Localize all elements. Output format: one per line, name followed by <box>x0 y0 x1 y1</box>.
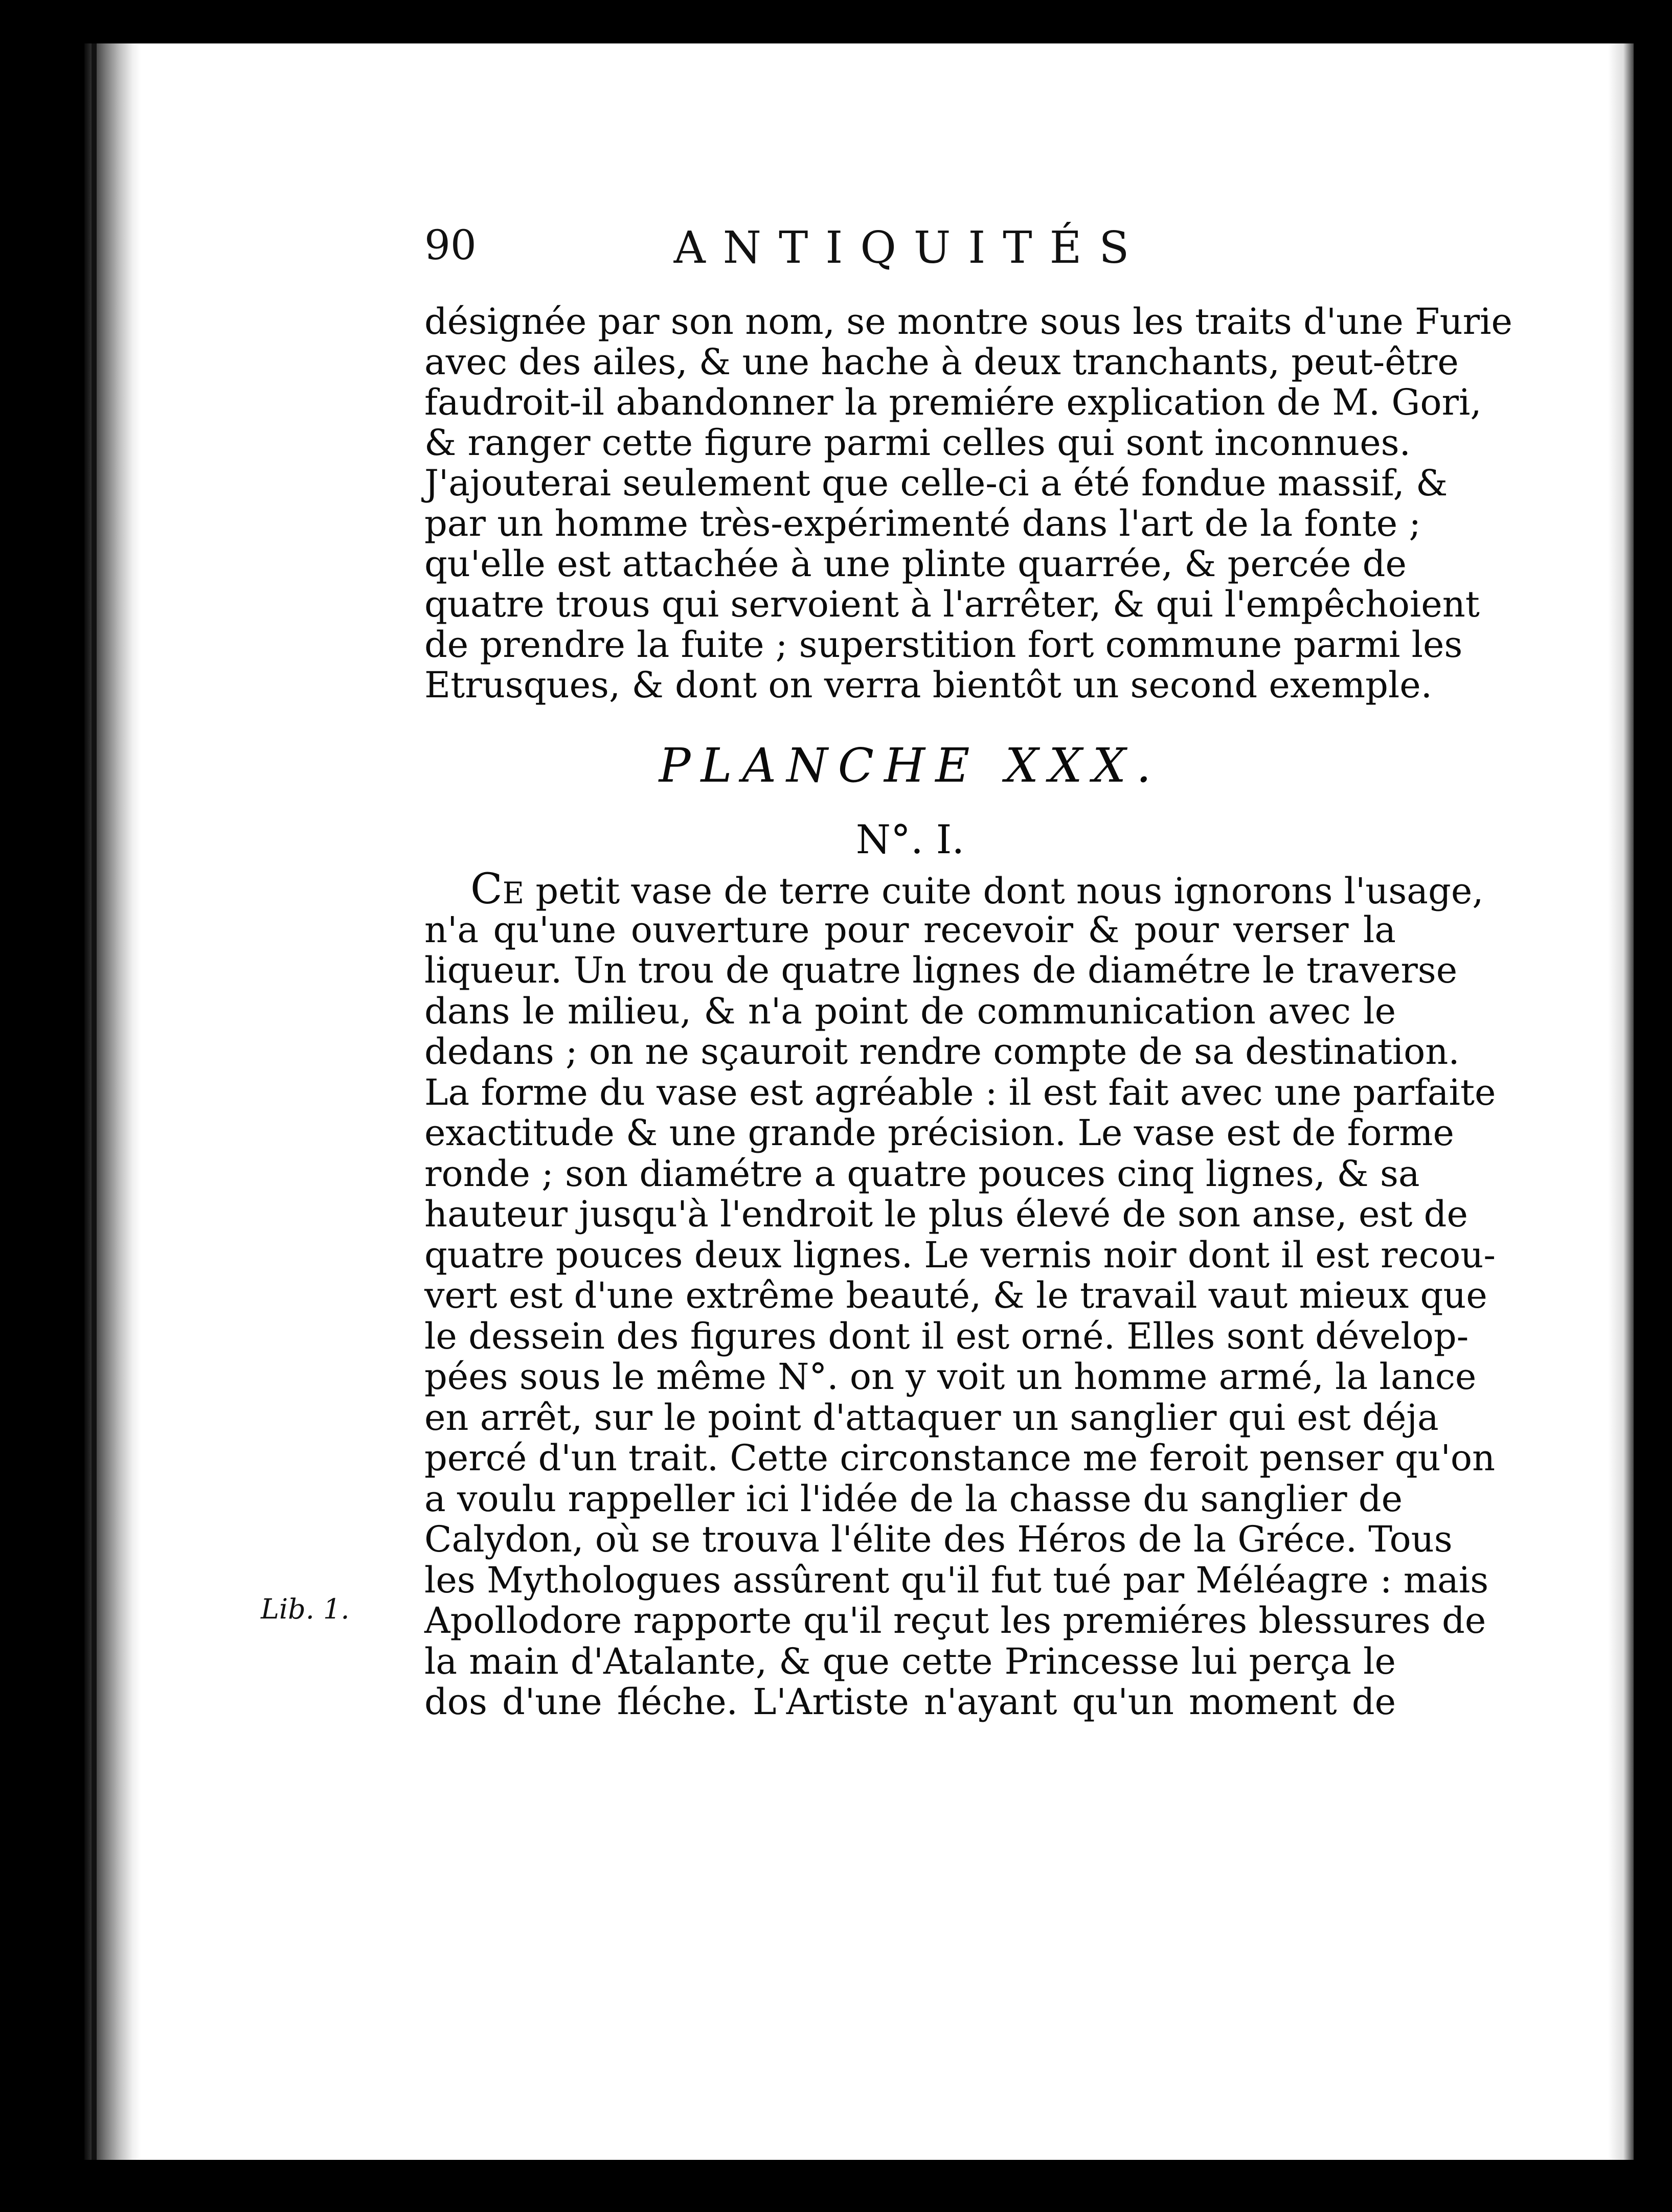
text-line: a voulu rappeller ici l'idée de la chasse du sanglier de <box>424 1477 1403 1520</box>
text-line: qu'elle est attachée à une plinte quarrée, & percée de <box>424 543 1407 585</box>
initial-capital: C <box>470 865 503 914</box>
page-number: 90 <box>424 221 477 269</box>
text-line-first <box>424 865 1484 914</box>
text-line: Apollodore rapporte qu'il reçut les premiéres blessures de <box>424 1600 1486 1641</box>
text-line: la main d'Atalante, & que cette Princesse lui perça le <box>424 1640 1396 1682</box>
text-line: pées sous le même N°. on y voit un homme armé, la lance <box>424 1356 1477 1398</box>
plate-number: N°. I. <box>855 817 965 863</box>
text-line: en arrêt, sur le point d'attaquer un sanglier qui est déja <box>424 1396 1439 1439</box>
page-edge-shadow <box>1608 43 1634 2160</box>
text-line: les Mythologues assûrent qu'il fut tué par Méléagre : mais <box>424 1559 1489 1601</box>
margin-note: Lib. 1. <box>261 1593 350 1625</box>
text-line: Calydon, où se trouva l'élite des Héros de la Gréce. Tous <box>424 1518 1453 1560</box>
text-line: quatre trous qui servoient à l'arrêter, & qui l'empêchoient <box>424 583 1480 625</box>
text-line: ronde ; son diamétre a quatre pouces cinq lignes, & sa <box>424 1152 1420 1195</box>
running-title: ANTIQUITÉS <box>673 222 1147 273</box>
text-line: avec des ailes, & une hache à deux tranchants, peut-être <box>424 341 1459 383</box>
text-line: & ranger cette figure parmi celles qui sont inconnues. <box>424 422 1411 464</box>
text-line: Etrusques, & dont on verra bientôt un second exemple. <box>424 664 1432 706</box>
text-line: dedans ; on ne sçauroit rendre compte de sa destination. <box>424 1031 1460 1073</box>
text-line: vert est d'une extrême beauté, & le travail vaut mieux que <box>424 1274 1487 1316</box>
text-line: dos d'une fléche. L'Artiste n'ayant qu'un moment de <box>424 1681 1396 1723</box>
text-line: J'ajouterai seulement que celle-ci a été fondue massif, & <box>424 462 1448 504</box>
top-paragraph <box>424 301 1512 706</box>
text-line: n'a qu'une ouverture pour recevoir & pour verser la <box>424 908 1396 951</box>
text-line: liqueur. Un trou de quatre lignes de diamétre le traverse <box>424 949 1458 991</box>
running-head <box>424 194 1406 273</box>
text-line: faudroit-il abandonner la premiére explication de M. Gori, <box>424 381 1482 423</box>
initial-small-cap: E <box>502 876 525 910</box>
text-line: de prendre la fuite ; superstition fort commune parmi les <box>424 624 1463 666</box>
plate-heading: PLANCHE XXX. <box>659 738 1162 793</box>
spine-edge <box>92 43 97 2160</box>
text-line: hauteur jusqu'à l'endroit le plus élevé de son anse, est de <box>424 1193 1468 1235</box>
text-line: le dessein des figures dont il est orné. Elles sont dévelop- <box>424 1315 1469 1357</box>
text-line: par un homme très-expérimenté dans l'art de la fonte ; <box>424 503 1421 544</box>
text-line: exactitude & une grande précision. Le vase est de forme <box>424 1112 1454 1154</box>
text-line: percé d'un trait. Cette circonstance me feroit penser qu'on <box>424 1437 1496 1479</box>
text-line: La forme du vase est agréable : il est fait avec une parfaite <box>424 1071 1496 1113</box>
text-line: désignée par son nom, se montre sous les traits d'une Furie <box>424 301 1512 343</box>
first-line-text: petit vase de terre cuite dont nous ignorons l'usage, <box>524 870 1484 912</box>
text-line: dans le milieu, & n'a point de communication avec le <box>424 990 1396 1032</box>
text-line: quatre pouces deux lignes. Le vernis noir dont il est recou- <box>424 1234 1496 1276</box>
body-paragraph <box>424 865 1496 1723</box>
